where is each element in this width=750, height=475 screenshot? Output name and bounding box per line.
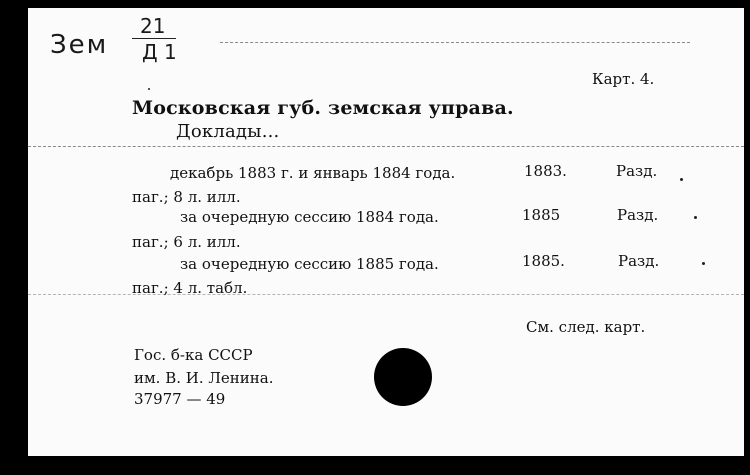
library-accession-number: 37977 — 49 bbox=[134, 390, 226, 408]
entry-3-section: Разд. bbox=[618, 252, 660, 270]
right-edge-mark bbox=[744, 396, 750, 398]
punch-hole bbox=[374, 348, 432, 406]
entry-3-pagination: паг.; 4 л. табл. bbox=[132, 279, 248, 297]
handwritten-fraction-bottom: Д 1 bbox=[142, 40, 177, 64]
ink-speck bbox=[148, 88, 150, 90]
ink-speck bbox=[694, 216, 697, 219]
heading-subtitle: Доклады... bbox=[176, 121, 280, 142]
entry-1-pagination: паг.; 8 л. илл. bbox=[132, 188, 241, 206]
library-dedication: им. В. И. Ленина. bbox=[134, 369, 274, 387]
entry-1-description: декабрь 1883 г. и январь 1884 года. bbox=[170, 164, 456, 182]
left-edge-mark bbox=[14, 362, 28, 364]
heading-guide-line bbox=[28, 146, 744, 147]
entry-2-description: за очередную сессию 1884 года. bbox=[180, 208, 439, 226]
library-name: Гос. б-ка СССР bbox=[134, 346, 253, 364]
handwritten-fraction-top: 21 bbox=[140, 14, 166, 38]
entry-3-year: 1885. bbox=[522, 252, 565, 270]
entry-1-section: Разд. bbox=[616, 162, 658, 180]
entry-3-description: за очередную сессию 1885 года. bbox=[180, 255, 439, 273]
entry-1-year: 1883. bbox=[524, 162, 567, 180]
entry-2-pagination: паг.; 6 л. илл. bbox=[132, 233, 241, 251]
entry-2-year: 1885 bbox=[522, 206, 561, 224]
fraction-bar bbox=[132, 38, 176, 39]
handwritten-zem-note: Зем bbox=[50, 30, 109, 60]
heading-title: Московская губ. земская управа. bbox=[132, 97, 514, 119]
entry-2-section: Разд. bbox=[617, 206, 659, 224]
ink-speck bbox=[702, 262, 705, 265]
top-guide-line bbox=[220, 42, 690, 43]
see-next-card-note: См. след. карт. bbox=[526, 318, 646, 336]
ink-speck bbox=[680, 178, 683, 181]
card-number: Карт. 4. bbox=[592, 70, 655, 88]
